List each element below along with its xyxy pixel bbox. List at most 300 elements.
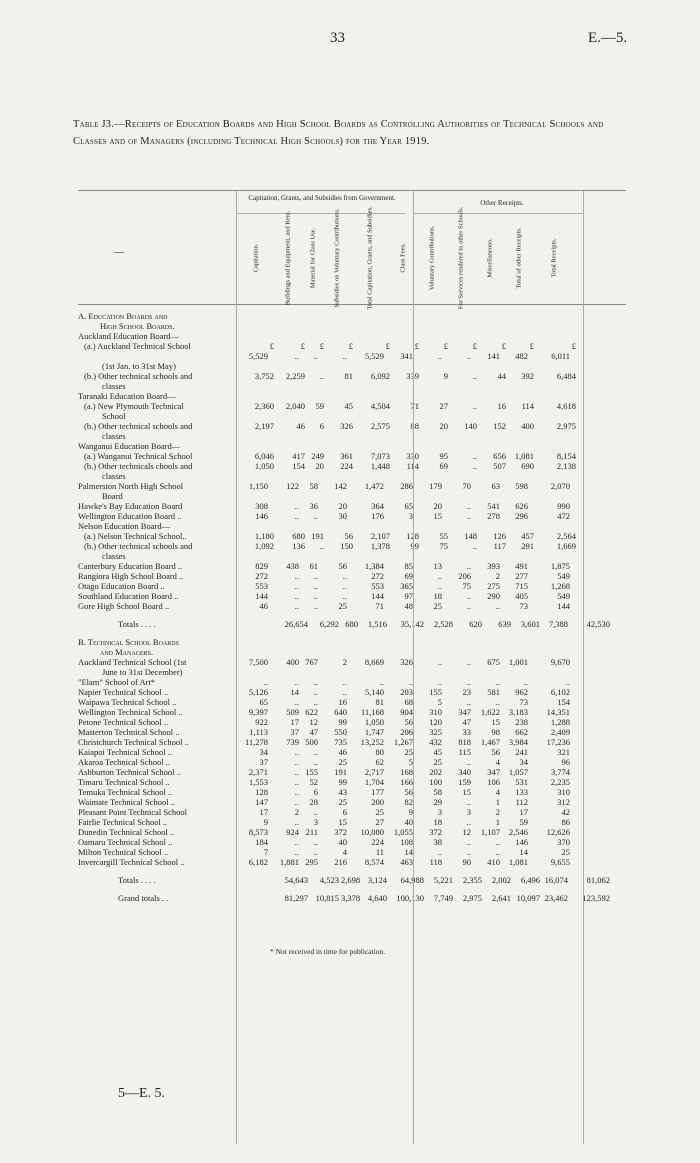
cell-value: 3,984: [508, 737, 528, 747]
cell-value: [410, 491, 439, 501]
cell-value: £: [348, 341, 353, 351]
cell-value: [260, 471, 294, 481]
cell-value: ..: [466, 797, 471, 807]
cell-value: 7: [263, 847, 268, 857]
cell-value: [410, 471, 439, 481]
cell-value: 6: [313, 787, 318, 797]
cell-value: 81: [344, 371, 353, 381]
cell-value: 1,384: [364, 561, 384, 571]
cell-value: £: [269, 341, 274, 351]
cell-value: 690: [521, 461, 534, 471]
cell-value: 1,669: [556, 541, 576, 551]
cell-value: 115: [458, 747, 471, 757]
cell-value: 70: [462, 481, 471, 491]
table-row: [78, 657, 626, 667]
cell-value: 46: [259, 601, 268, 611]
table-row: [78, 777, 626, 787]
cell-value: 216: [334, 857, 347, 867]
cell-value: [260, 431, 294, 441]
cell-value: 1,057: [508, 767, 528, 777]
cell-value: 80: [375, 747, 384, 757]
cell-value: 12: [309, 717, 318, 727]
cell-value: [344, 361, 373, 371]
row-label: Petone Technical School ..: [78, 717, 169, 727]
cell-value: 1,622: [480, 707, 500, 717]
column-header: [512, 216, 525, 300]
cell-value: 13: [433, 561, 442, 571]
cell-value: 549: [557, 571, 570, 581]
cell-value: 308: [255, 501, 268, 511]
cell-value: 1,747: [364, 727, 384, 737]
column-header: [364, 206, 377, 310]
cell-value: ..: [313, 747, 318, 757]
cell-value: 1,050: [364, 717, 384, 727]
cell-value: 100,130: [396, 893, 424, 903]
cell-value: 17,236: [546, 737, 570, 747]
cell-value: [236, 521, 270, 531]
cell-value: 5,529: [364, 351, 384, 361]
cell-value: 37: [259, 757, 268, 767]
cell-value: ..: [319, 541, 324, 551]
cell-value: 152: [493, 421, 506, 431]
cell-value: 1,081: [508, 857, 528, 867]
cell-value: [526, 381, 554, 391]
cell-value: 148: [464, 531, 477, 541]
row-label: (b.) Other technical schools and: [84, 541, 193, 551]
cell-value: 16,074: [544, 875, 568, 885]
cell-value: 2: [495, 807, 500, 817]
cell-value: 154: [557, 697, 570, 707]
cell-value: 100: [429, 777, 442, 787]
cell-value: 8,573: [248, 827, 268, 837]
cell-value: 56: [338, 561, 347, 571]
cell-value: 392: [521, 371, 534, 381]
cell-value: 2,564: [556, 531, 576, 541]
section-b-subtitle: and Managers.: [100, 647, 154, 657]
cell-value: [294, 491, 325, 501]
cell-value: 155: [429, 687, 442, 697]
cell-value: [497, 411, 526, 421]
table-row: [78, 511, 626, 521]
cell-value: 47: [309, 727, 318, 737]
cell-value: ..: [342, 677, 347, 687]
cell-value: [349, 391, 386, 401]
cell-value: 310: [557, 787, 570, 797]
table-row: [78, 677, 626, 687]
row-label: Gore High School Board ..: [78, 601, 170, 611]
cell-value: 370: [557, 837, 570, 847]
cell-value: [325, 411, 344, 421]
cell-value: ..: [472, 541, 477, 551]
cell-value: [344, 431, 373, 441]
cell-value: 20: [433, 501, 442, 511]
column-header: [547, 216, 560, 300]
column-header-text: Miscellaneous.: [486, 238, 494, 278]
cell-value: 4,618: [556, 401, 576, 411]
cell-value: 325: [429, 727, 442, 737]
cell-value: 36: [309, 501, 318, 511]
cell-value: 44: [497, 371, 506, 381]
cell-value: 2,698: [341, 875, 361, 885]
cell-value: ..: [294, 501, 299, 511]
cell-value: [373, 551, 410, 561]
cell-value: 365: [400, 581, 413, 591]
cell-value: 675: [487, 657, 500, 667]
cell-value: 47: [462, 717, 471, 727]
cell-value: 1,875: [550, 561, 570, 571]
cell-value: 639: [498, 619, 511, 629]
row-label: Masterton Technical School ..: [78, 727, 180, 737]
cell-value: 1,267: [393, 737, 413, 747]
cell-value: 7,749: [433, 893, 453, 903]
table-row: [78, 727, 626, 737]
cell-value: 136: [292, 541, 305, 551]
cell-value: 5,126: [248, 687, 268, 697]
grand-totals-row: [78, 893, 626, 903]
cell-value: 482: [515, 351, 528, 361]
cell-value: 42,530: [586, 619, 610, 629]
cell-value: [294, 667, 325, 677]
cell-value: 59: [519, 817, 528, 827]
cell-value: [468, 381, 497, 391]
column-header: [455, 206, 468, 310]
cell-value: 541: [487, 501, 500, 511]
cell-value: 191: [311, 531, 324, 541]
cell-value: 14,351: [546, 707, 570, 717]
cell-value: 4,640: [367, 893, 387, 903]
cell-value: 29: [433, 797, 442, 807]
cell-value: [410, 411, 439, 421]
row-label: Temuka Technical School ..: [78, 787, 173, 797]
cell-value: 184: [255, 837, 268, 847]
cell-value: 122: [286, 481, 299, 491]
cell-value: 34: [259, 747, 268, 757]
cell-value: 393: [487, 561, 500, 571]
cell-value: 1,467: [480, 737, 500, 747]
cell-value: 2,546: [508, 827, 528, 837]
row-label: Milton Technical School ..: [78, 847, 169, 857]
row-label: Christchurch Technical School ..: [78, 737, 189, 747]
cell-value: ..: [294, 817, 299, 827]
cell-value: 155: [305, 767, 318, 777]
cell-value: [497, 491, 526, 501]
cell-value: [236, 331, 270, 341]
cell-value: 144: [557, 601, 570, 611]
cell-value: 598: [515, 481, 528, 491]
cell-value: [473, 391, 502, 401]
cell-value: 82: [404, 797, 413, 807]
cell-value: [530, 391, 572, 401]
cell-value: 553: [255, 581, 268, 591]
cell-value: 73: [519, 697, 528, 707]
cell-value: [260, 361, 294, 371]
cell-value: ..: [313, 837, 318, 847]
cell-value: 147: [255, 797, 268, 807]
cell-value: 286: [400, 481, 413, 491]
row-label: Palmerston North High School: [78, 481, 184, 491]
cell-value: ..: [466, 351, 471, 361]
bottom-reference: 5—E. 5.: [118, 1086, 166, 1101]
cell-value: 509: [286, 707, 299, 717]
cell-value: 2,975: [556, 421, 576, 431]
cell-value: 25: [375, 807, 384, 817]
section-a-subtitle: High School Boards.: [100, 321, 175, 331]
cell-value: 224: [371, 837, 384, 847]
cell-value: 2,197: [254, 421, 274, 431]
cell-value: 26,654: [284, 619, 308, 629]
cell-value: 63: [491, 481, 500, 491]
cell-value: 7,073: [370, 451, 390, 461]
row-label: Grand totals . .: [118, 893, 169, 903]
cell-value: 3,752: [254, 371, 274, 381]
cell-value: 4,504: [370, 401, 390, 411]
cell-value: 133: [515, 787, 528, 797]
cell-value: 64,988: [400, 875, 424, 885]
cell-value: 1,113: [249, 727, 268, 737]
cell-value: ..: [437, 581, 442, 591]
column-header-text: Capitation.: [252, 243, 259, 273]
row-label: classes: [102, 381, 126, 391]
cell-value: 25: [338, 601, 347, 611]
cell-value: 154: [292, 461, 305, 471]
cell-value: 339: [406, 371, 419, 381]
cell-value: 11: [375, 847, 384, 857]
cell-value: 10,815: [315, 893, 339, 903]
cell-value: ..: [294, 847, 299, 857]
cell-value: [468, 471, 497, 481]
cell-value: 68: [404, 697, 413, 707]
cell-value: 126: [493, 531, 506, 541]
cell-value: 17: [290, 717, 299, 727]
cell-value: 432: [429, 737, 442, 747]
cell-value: ..: [466, 601, 471, 611]
cell-value: 1,081: [514, 451, 534, 461]
cell-value: ..: [466, 657, 471, 667]
cell-value: 23,462: [544, 893, 568, 903]
footnote: * Not received in time for publication.: [270, 947, 386, 956]
cell-value: [260, 411, 294, 421]
cell-value: [554, 667, 596, 677]
row-label: (a.) Nelson Technical School..: [84, 531, 187, 541]
cell-value: 118: [429, 857, 442, 867]
cell-value: 238: [515, 717, 528, 727]
cell-value: [439, 431, 468, 441]
cell-value: 95: [439, 451, 448, 461]
cell-value: 8,669: [364, 657, 384, 667]
table-row: [78, 401, 626, 411]
cell-value: 2,371: [248, 767, 268, 777]
cell-value: 3,378: [341, 893, 361, 903]
cell-value: 88: [410, 421, 419, 431]
cell-value: 144: [255, 591, 268, 601]
cell-value: 6,102: [550, 687, 570, 697]
cell-value: [410, 667, 439, 677]
cell-value: [526, 491, 554, 501]
row-label: (b.) Other technicals chools and: [84, 461, 193, 471]
row-label: Otago Education Board ..: [78, 581, 165, 591]
cell-value: 5,529: [248, 351, 268, 361]
cell-value: 4: [342, 847, 347, 857]
row-label: Hawke's Bay Education Board: [78, 501, 183, 511]
cell-value: [294, 361, 325, 371]
table-row: [78, 857, 626, 867]
cell-value: [439, 411, 468, 421]
cell-value: ..: [495, 847, 500, 857]
cell-value: 312: [557, 797, 570, 807]
cell-value: 96: [561, 757, 570, 767]
cell-value: 7,500: [248, 657, 268, 667]
cell-value: [473, 521, 502, 531]
table-row: [78, 431, 626, 441]
cell-value: 1,055: [393, 827, 413, 837]
cell-value: ..: [294, 777, 299, 787]
cell-value: 16: [497, 401, 506, 411]
table-row: [78, 371, 626, 381]
table-row: [78, 521, 626, 531]
cell-value: 10,080: [360, 827, 384, 837]
cell-value: [473, 441, 502, 451]
cell-value: £: [385, 341, 390, 351]
cell-value: ..: [408, 677, 413, 687]
cell-value: [439, 491, 468, 501]
row-label: June to 31st December): [102, 667, 183, 677]
row-label: Totals . . . .: [118, 619, 156, 629]
cell-value: ..: [294, 581, 299, 591]
cell-value: [349, 441, 386, 451]
cell-value: ..: [466, 837, 471, 847]
cell-value: 2,360: [254, 401, 274, 411]
cell-value: 224: [340, 461, 353, 471]
cell-value: 640: [334, 707, 347, 717]
cell-value: 40: [404, 817, 413, 827]
table-row: [78, 551, 626, 561]
cell-value: ..: [379, 677, 384, 687]
cell-value: [530, 331, 572, 341]
cell-value: 117: [493, 541, 506, 551]
cell-value: £: [414, 341, 419, 351]
cell-value: ..: [495, 601, 500, 611]
cell-value: 71: [375, 601, 384, 611]
table-row: [78, 717, 626, 727]
cell-value: 1,378: [370, 541, 390, 551]
table-row: [78, 571, 626, 581]
row-label: Auckland Technical School (1st: [78, 657, 187, 667]
cell-value: 81,297: [284, 893, 308, 903]
cell-value: 340: [458, 767, 471, 777]
cell-value: ..: [313, 697, 318, 707]
cell-value: [415, 521, 444, 531]
row-label: Invercargill Technical School ..: [78, 857, 185, 867]
table-row: [78, 697, 626, 707]
row-label: classes: [102, 471, 126, 481]
cell-value: 108: [400, 837, 413, 847]
column-header: [397, 216, 410, 300]
cell-value: 97: [404, 591, 413, 601]
cell-value: 3,774: [550, 767, 570, 777]
cell-value: 25: [433, 757, 442, 767]
cell-value: ..: [313, 807, 318, 817]
cell-value: 81,062: [586, 875, 610, 885]
cell-value: ..: [437, 847, 442, 857]
cell-value: 40: [338, 837, 347, 847]
cell-value: 295: [305, 857, 318, 867]
row-label: Waipawa Technical School ..: [78, 697, 177, 707]
cell-value: [344, 491, 373, 501]
cell-value: 114: [521, 401, 534, 411]
cell-value: 347: [458, 707, 471, 717]
cell-value: ..: [472, 451, 477, 461]
table-row: [78, 541, 626, 551]
table-row: [78, 561, 626, 571]
cell-value: 2,717: [364, 767, 384, 777]
cell-value: [554, 491, 596, 501]
cell-value: [439, 667, 468, 677]
cell-value: £: [319, 341, 324, 351]
column-header-text: Voluntary Contributions.: [428, 225, 436, 291]
cell-value: 4: [495, 757, 500, 767]
cell-value: [270, 441, 301, 451]
cell-value: [325, 381, 344, 391]
table-row: [78, 341, 626, 351]
cell-value: [530, 441, 572, 451]
cell-value: £: [300, 341, 305, 351]
cell-value: 626: [515, 501, 528, 511]
cell-value: ..: [342, 591, 347, 601]
cell-value: [386, 391, 415, 401]
cell-value: [270, 391, 301, 401]
row-label: Totals . . . .: [118, 875, 156, 885]
cell-value: [301, 521, 320, 531]
row-label: Waimate Technical School ..: [78, 797, 175, 807]
row-label: Nelson Education Board—: [78, 521, 171, 531]
cell-value: ..: [313, 581, 318, 591]
cell-value: ..: [294, 767, 299, 777]
cell-value: 341: [400, 351, 413, 361]
cell-value: 168: [400, 767, 413, 777]
cell-value: [410, 431, 439, 441]
cell-value: ..: [466, 677, 471, 687]
cell-value: 372: [429, 827, 442, 837]
cell-value: 73: [519, 601, 528, 611]
cell-value: [270, 331, 301, 341]
cell-value: [468, 667, 497, 677]
cell-value: 10,097: [516, 893, 540, 903]
cell-value: 18: [433, 817, 442, 827]
row-label: Auckland Education Board—: [78, 331, 180, 341]
cell-value: 581: [487, 687, 500, 697]
cell-value: 549: [557, 591, 570, 601]
cell-value: ..: [294, 757, 299, 767]
row-label: Wanganui Education Board—: [78, 441, 181, 451]
receipts-table: [78, 190, 626, 903]
column-header: [331, 208, 344, 308]
cell-value: 17: [519, 807, 528, 817]
cell-value: 1,516: [367, 619, 387, 629]
table-row: [78, 757, 626, 767]
cell-value: ..: [342, 687, 347, 697]
cell-value: 321: [557, 747, 570, 757]
cell-value: 65: [259, 697, 268, 707]
cell-value: [468, 361, 497, 371]
cell-value: 2,040: [285, 401, 305, 411]
cell-value: 8,574: [364, 857, 384, 867]
cell-value: 1,704: [364, 777, 384, 787]
cell-value: 2,002: [491, 875, 511, 885]
cell-value: [349, 521, 386, 531]
cell-value: 69: [439, 461, 448, 471]
cell-value: 25: [338, 757, 347, 767]
cell-value: 275: [487, 581, 500, 591]
